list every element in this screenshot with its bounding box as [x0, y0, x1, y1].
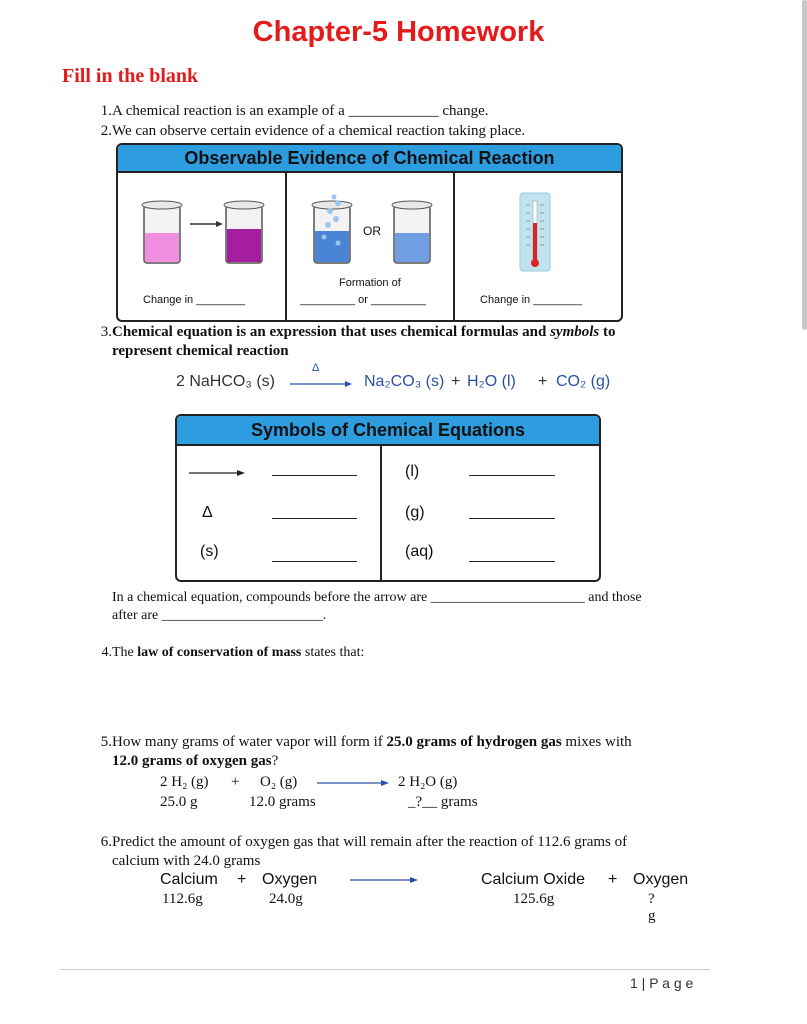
- formation-label: Formation of: [339, 277, 401, 289]
- section-heading: Fill in the blank: [62, 65, 199, 87]
- eq-product-2: H₂O (l): [467, 373, 516, 390]
- eq-product-1: Na₂CO₃ (s): [364, 373, 445, 390]
- question-number: 5.: [100, 734, 112, 750]
- reaction-arrow-icon: [317, 779, 389, 787]
- q3-continuation: [112, 589, 642, 625]
- q5-text-end: mixes with: [561, 734, 632, 750]
- q1-text: A chemical reaction is an example of a: [112, 103, 349, 119]
- blank-line: [469, 475, 555, 476]
- blank-line: [469, 518, 555, 519]
- q3b-line2: after are _______________________.: [112, 608, 327, 623]
- q3b-text-end: and those: [584, 590, 642, 605]
- q6-mass-oxide: 125.6g: [513, 891, 555, 907]
- q1-blank: ____________: [348, 103, 439, 119]
- q2-text: We can observe certain evidence of a chemical reaction taking place.: [112, 123, 526, 139]
- q5-product: 2 H₂O (g): [398, 774, 458, 790]
- reaction-arrow-icon: [350, 876, 418, 884]
- q6-plus: +: [237, 871, 247, 888]
- scrollbar[interactable]: [802, 0, 807, 330]
- q4-text-end: states that:: [301, 645, 365, 660]
- q6-plus: +: [608, 871, 618, 888]
- q6-calcium: Calcium: [160, 871, 218, 888]
- q5-mass-3: _?__ grams: [408, 794, 478, 810]
- eq-delta: Δ: [312, 362, 320, 374]
- q5-bold: 25.0 grams of hydrogen gas: [386, 734, 562, 750]
- q3-text-line2: represent chemical reaction: [112, 343, 289, 359]
- q5-mass-1: 25.0 g: [160, 794, 198, 810]
- q6-calcium-oxide: Calcium Oxide: [481, 871, 586, 888]
- footer-divider: [60, 969, 710, 970]
- q3b-text: In a chemical equation, compounds before the arrow are: [112, 590, 431, 605]
- evidence-header: Observable Evidence of Chemical Reaction: [118, 145, 621, 173]
- symbols-table: [175, 414, 601, 582]
- divider: [285, 173, 287, 320]
- blank-line: [272, 518, 357, 519]
- q6-mass-unknown: ?g: [648, 891, 656, 924]
- q6-mass-calcium: 112.6g: [162, 891, 203, 907]
- divider: [453, 173, 455, 320]
- q1-text-end: change.: [438, 103, 489, 119]
- eq-plus: +: [538, 373, 548, 390]
- q5-mass-2: 12.0 grams: [249, 794, 316, 810]
- page-number: 1 | P a g e: [630, 975, 694, 991]
- q5-text: How many grams of water vapor will form if: [112, 734, 387, 750]
- blank-line: [272, 561, 357, 562]
- q3-text: Chemical equation is an expression that uses chemical formulas and: [112, 324, 551, 340]
- symbol-gas: (g): [405, 504, 425, 521]
- q5-reactant-1: 2 H₂ (g): [160, 774, 209, 790]
- question-number: 3.: [100, 324, 112, 340]
- q6-oxygen: Oxygen: [262, 871, 318, 888]
- evidence-table: [116, 143, 623, 322]
- color-change-beakers-icon: [136, 195, 271, 275]
- symbols-header: Symbols of Chemical Equations: [177, 416, 599, 446]
- symbol-delta: Δ: [202, 504, 213, 521]
- q6-text-line2: calcium with 24.0 grams: [112, 853, 261, 869]
- symbol-liquid: (l): [405, 463, 420, 480]
- q4-text: The: [112, 645, 138, 660]
- q5-plus: +: [231, 774, 240, 790]
- divider: [380, 446, 382, 580]
- thermometer-icon: [518, 191, 554, 273]
- q3-italic: symbols: [550, 324, 600, 340]
- eq-product-3: CO₂ (g): [556, 373, 611, 390]
- arrow-symbol-icon: [189, 469, 245, 477]
- symbol-solid: (s): [200, 543, 219, 560]
- color-change-label: Change in ________: [143, 294, 246, 306]
- q3-text-end: to: [599, 324, 616, 340]
- q5-bold-line2: 12.0 grams of oxygen gas: [112, 753, 272, 769]
- page-title: Chapter-5 Homework: [252, 16, 545, 48]
- q4-bold: law of conservation of mass: [137, 645, 302, 660]
- q5-reactant-2: O₂ (g): [260, 774, 298, 790]
- reaction-arrow-icon: [290, 380, 352, 388]
- eq-plus: +: [451, 373, 461, 390]
- q5-qmark: ?: [271, 753, 279, 769]
- temperature-change-label: Change in ________: [480, 294, 583, 306]
- blank-line: [272, 475, 357, 476]
- q3b-blank: ______________________: [430, 590, 585, 605]
- symbol-aqueous: (aq): [405, 543, 434, 560]
- q6-text: Predict the amount of oxygen gas that will remain after the reaction of 112.6 grams of: [112, 834, 628, 850]
- question-number: 6.: [100, 834, 112, 850]
- blank-line: [469, 561, 555, 562]
- question-number: 1.: [100, 103, 112, 119]
- question-number: 4.: [101, 645, 112, 660]
- q6-oxygen-product: Oxygen: [633, 871, 689, 888]
- q6-mass-oxygen: 24.0g: [269, 891, 303, 907]
- question-number: 2.: [100, 123, 112, 139]
- formation-blanks: _________ or _________: [300, 294, 427, 306]
- eq-reactant: 2 NaHCO₃ (s): [176, 373, 275, 390]
- or-label: OR: [363, 224, 381, 238]
